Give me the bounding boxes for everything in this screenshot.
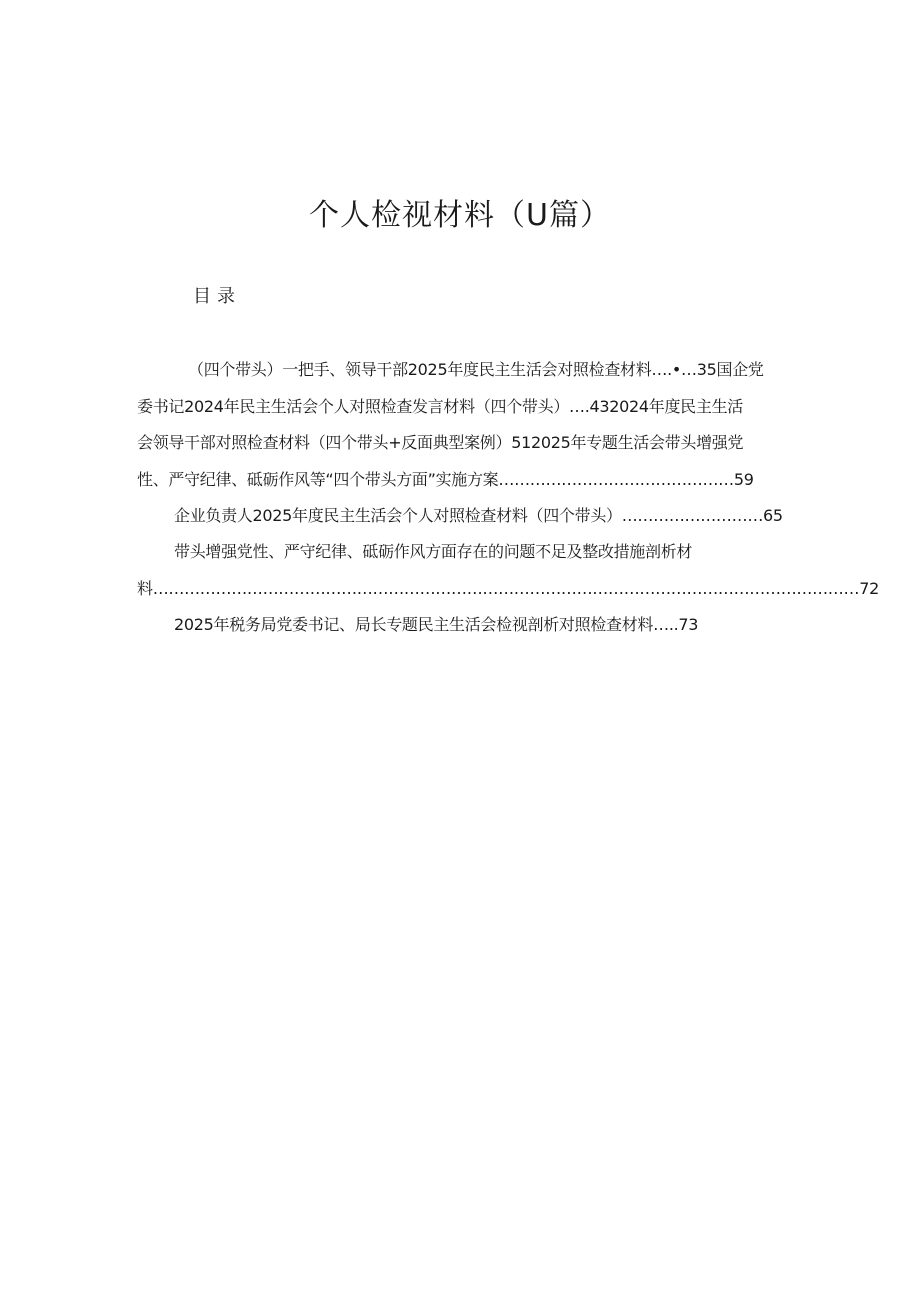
toc-line: 2025年税务局党委书记、局长专题民主生活会检视剖析对照检查材料…..73 (174, 615, 699, 634)
toc-line: 性、严守纪律、砥砺作风等“四个带头方面”实施方案………………………………………59 (137, 469, 754, 489)
toc-line: （四个带头）一把手、领导干部2025年度民主生活会对照检查材料….•…35国企党 (188, 360, 764, 379)
toc-entry[interactable] (137, 607, 787, 644)
toc-line: 委书记2024年民主生活会个人对照检查发言材料（四个带头）….432024年度民主生活 (137, 396, 743, 416)
toc-line: 会领导干部对照检查材料（四个带头+反面典型案例）512025年专题生活会带头增强党 (137, 433, 744, 452)
toc-entry[interactable] (137, 498, 787, 535)
document-title: 个人检视材料（U篇） (309, 198, 611, 233)
toc-heading: 目录 (193, 286, 241, 307)
toc-line: 企业负责人2025年度民主生活会个人对照检查材料（四个带头）………………………65 (174, 506, 783, 525)
toc-line: 带头增强党性、严守纪律、砥砺作风方面存在的问题不足及整改措施剖析材 (174, 542, 693, 561)
toc-line: 料………………………………………………………………………………………………………………………72 (137, 578, 879, 598)
toc-entry[interactable] (137, 352, 787, 498)
toc-entry[interactable] (137, 534, 879, 607)
